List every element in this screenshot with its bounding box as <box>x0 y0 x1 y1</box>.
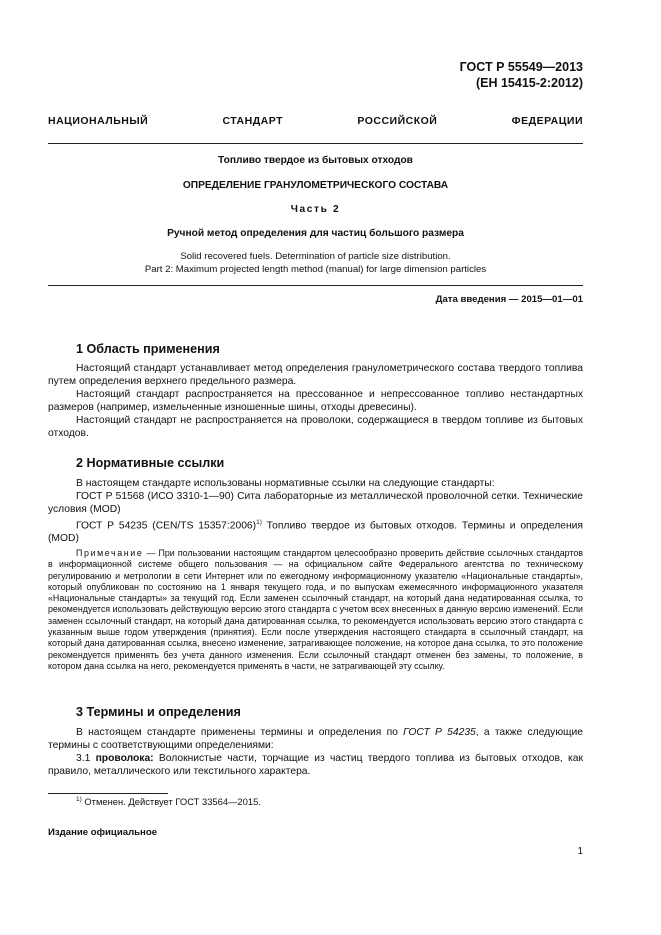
note-text: — При пользовании настоящим стандартом целесообразно проверить действие ссылочных стандартов в информационной системе общего пользования — на официальном сайте Федерального агентства по техническому регулированию и метрологии в сети Интернет или по ежегодному информационному указателю «Национальные стандарты», который опубликован по состоянию на 1 января текущего года, и по выпускам ежемесячного информационного указателя «Национальные стандарты» за текущий год. Если заменен ссылочный стандарт, на который дана недатированная ссылка, то рекомендуется использовать действующую версию этого стандарта с учетом всех внесенных в данную версию изменений. Если заменен ссылочный стандарт, на который дана датированная ссылка, то рекомендуется использовать версию этого стандарта с указанным выше годом утверждения (принятия). Если после утверждения настоящего стандарта в ссылочный стандарт, на который дана датированная ссылка, внесено изменение, затрагивающее положение, на которое дана ссылка, то это положение рекомендуется применять без учета данного изменения. Если ссылочный стандарт отменен без замены, то положение, в котором дана ссылка на него, рекомендуется применять в части, не затрагивающей эту ссылку. <box>48 548 583 671</box>
section-2-paragraph-1: В настоящем стандарте использованы нормативные ссылки на следующие стандарты: <box>76 478 495 489</box>
national-standard-banner: НАЦИОНАЛЬНЫЙ СТАНДАРТ РОССИЙСКОЙ ФЕДЕРАЦИИ <box>48 115 583 127</box>
section-2-paragraph-3 <box>48 516 583 545</box>
footnote-marker: 1) <box>256 519 262 526</box>
section-1-heading: 1 Область применения <box>76 342 220 356</box>
note-block <box>48 548 583 672</box>
footnote-mark: 1) <box>76 796 82 803</box>
top-divider <box>48 143 583 144</box>
term-number: 3.1 <box>76 753 96 764</box>
section-1-paragraph-3: Настоящий стандарт не распространяется на проволоки, содержащиеся в твердом топливе из бытовых отходов. <box>48 415 583 439</box>
section-2-heading: 2 Нормативные ссылки <box>76 456 225 470</box>
section-1-paragraph-2: Настоящий стандарт распространяется на прессованное и непрессованное топливо нестандартных размеров (например, измельченные изношенные шины, отходы древесины). <box>48 389 583 413</box>
section-3-body <box>48 726 583 778</box>
section-2-body <box>48 477 583 545</box>
footnote-text: Отменен. Действует ГОСТ 33564—2015. <box>81 796 261 808</box>
bottom-divider <box>48 285 583 286</box>
title-line-4: Ручной метод определения для частиц большого размера <box>167 228 464 239</box>
section-3-reference: ГОСТ Р 54235 <box>403 727 476 738</box>
english-title-line-1: Solid recovered fuels. Determination of particle size distribution. <box>180 251 451 262</box>
reference-gost-54235: ГОСТ Р 54235 (CEN/TS 15357:2006) <box>76 520 257 532</box>
section-3-p1-text: В настоящем стандарте применены термины и определения по <box>76 727 404 738</box>
section-2-paragraph-2: ГОСТ Р 51568 (ИСО 3310-1—90) Сита лабораторные из металлической проволочной сетки. Технические условия (MOD) <box>48 491 583 515</box>
section-3-paragraph-1 <box>48 726 583 752</box>
reference-gost-54235-title: Топливо твердое из бытовых отходов. Термины и определения (MOD) <box>48 520 583 545</box>
title-part: Часть 2 <box>290 204 341 215</box>
section-3-p1-tail: , а также следующие термины с соответствующими определениями: <box>48 727 584 751</box>
english-title <box>48 251 583 276</box>
footnote-divider <box>48 793 168 794</box>
edition-label: Издание официальное <box>48 827 158 838</box>
section-3-heading: 3 Термины и определения <box>76 705 241 719</box>
introduction-date: Дата введения — 2015—01—01 <box>435 294 583 305</box>
gost-number: ГОСТ Р 55549—2013 <box>459 60 583 74</box>
footnote <box>76 796 261 807</box>
term-definition: Волокнистые части, торчащие из частиц твердого топлива из бытовых отходов, как правило, металлического или текстильного характера. <box>48 753 583 777</box>
section-1-body <box>48 362 583 440</box>
english-title-line-2: Part 2: Maximum projected length method (manual) for large dimension particles <box>144 263 487 275</box>
section-1-paragraph-1: Настоящий стандарт устанавливает метод определения гранулометрического состава твердого топлива путем определения верхнего предельного размера. <box>48 363 583 387</box>
title-line-1: Топливо твердое из бытовых отходов <box>218 155 413 166</box>
title-line-2: ОПРЕДЕЛЕНИЕ ГРАНУЛОМЕТРИЧЕСКОГО СОСТАВА <box>182 180 449 191</box>
en-number: (ЕН 15415-2:2012) <box>475 76 583 90</box>
section-3-paragraph-2 <box>48 752 583 778</box>
note-paragraph <box>48 548 583 672</box>
note-label: Примечание <box>76 548 144 558</box>
term-name: проволока: <box>95 753 154 764</box>
page-number: 1 <box>577 846 583 857</box>
